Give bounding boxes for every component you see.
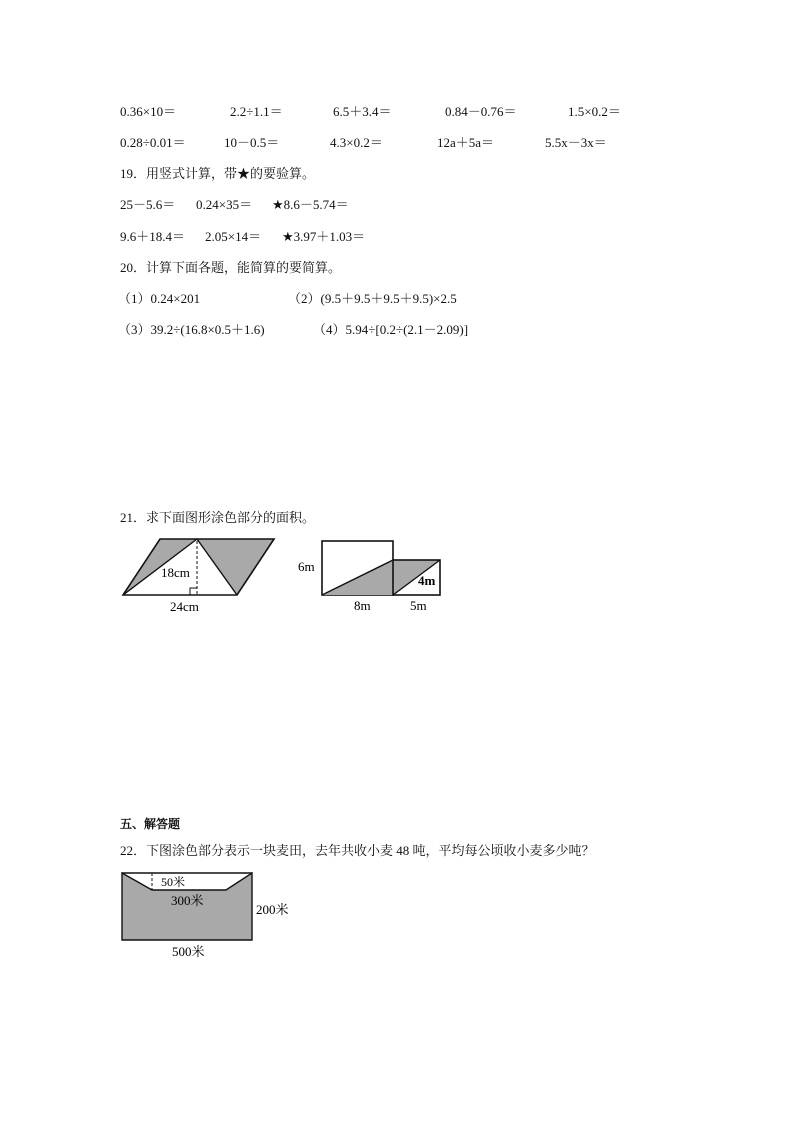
shaded-triangle-right <box>197 539 274 595</box>
right-height-label: 4m <box>418 573 436 588</box>
oral-calc-item: 12a＋5a＝ <box>437 135 495 150</box>
section-heading: 五、解答题 <box>120 817 181 831</box>
inner-label: 300米 <box>171 893 204 908</box>
q21-figure-parallelogram <box>123 539 274 614</box>
right-width-label: 5m <box>410 598 427 613</box>
oral-calc-item: 4.3×0.2＝ <box>330 135 383 150</box>
q19-item: ★8.6－5.74＝ <box>272 197 349 212</box>
q19-item: 9.6＋18.4＝ <box>120 229 186 244</box>
q19-item: 2.05×14＝ <box>205 229 262 244</box>
q21-figure-rectangles <box>298 541 440 613</box>
q19-item: 25－5.6＝ <box>120 197 176 212</box>
top-label: 50米 <box>161 875 186 889</box>
height-label: 18cm <box>161 565 190 580</box>
right-angle-mark <box>190 588 197 595</box>
oral-calc-item: 2.2÷1.1＝ <box>230 104 283 119</box>
question-20-title: 20．计算下面各题，能简算的要简算。 <box>120 260 342 275</box>
question-21-title: 21．求下面图形涂色部分的面积。 <box>120 510 316 525</box>
oral-calc-item: 5.5x－3x＝ <box>545 135 607 150</box>
oral-calc-item: 1.5×0.2＝ <box>568 104 621 119</box>
left-height-label: 6m <box>298 559 315 574</box>
question-19-title: 19．用竖式计算，带★的要验算。 <box>120 166 316 181</box>
oral-calc-item: 10－0.5＝ <box>224 135 280 150</box>
bottom-label: 500米 <box>172 944 205 959</box>
oral-calc-item: 0.84－0.76＝ <box>445 104 517 119</box>
side-label: 200米 <box>256 902 289 917</box>
oral-calc-item: 0.28÷0.01＝ <box>120 135 186 150</box>
question-22-title: 22．下图涂色部分表示一块麦田，去年共收小麦 48 吨，平均每公顷收小麦多少吨？ <box>120 843 595 858</box>
left-width-label: 8m <box>354 598 371 613</box>
q19-item: 0.24×35＝ <box>196 197 253 212</box>
q20-item-2: （2）(9.5＋9.5＋9.5＋9.5)×2.5 <box>288 291 457 306</box>
oral-calc-item: 0.36×10＝ <box>120 104 177 119</box>
oral-calc-item: 6.5＋3.4＝ <box>333 104 392 119</box>
q20-item-4: （4）5.94÷[0.2÷(2.1－2.09)] <box>313 322 469 337</box>
q20-item-3: （3）39.2÷(16.8×0.5＋1.6) <box>118 322 265 337</box>
q19-item: ★3.97＋1.03＝ <box>282 229 366 244</box>
q22-field-figure <box>122 873 289 959</box>
base-label: 24cm <box>170 599 199 614</box>
q20-item-1: （1）0.24×201 <box>118 291 201 306</box>
